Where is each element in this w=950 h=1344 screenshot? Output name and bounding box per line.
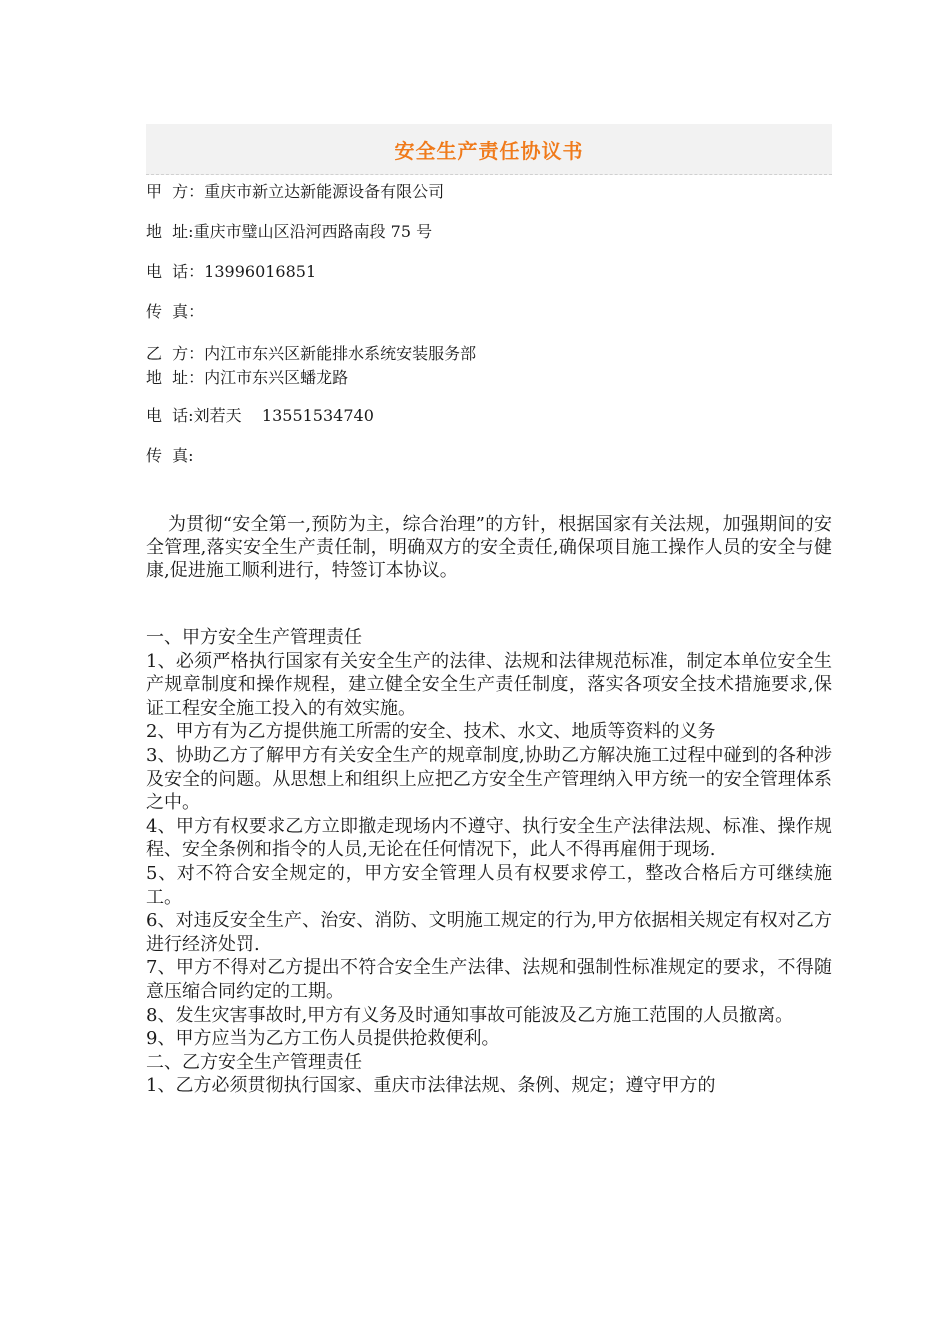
section-1-item: 3、协助乙方了解甲方有关安全生产的规章制度,协助乙方解决施工过程中碰到的各种涉及安全的问题。从思想上和组织上应把乙方安全生产管理纳入甲方统一的安全管理体系之中。 [146,744,832,814]
section-1-item: 2、甲方有为乙方提供施工所需的安全、技术、水文、地质等资料的义务 [146,721,716,743]
party-b-address: 地 址：内江市东兴区蟠龙路 [146,368,349,387]
intro-paragraph: 为贯彻“安全第一,预防为主，综合治理”的方针，根据国家有关法规，加强期间的安全管理,落实安全生产责任制，明确双方的安全责任,确保项目施工操作人员的安全与健康,促进施工顺利进行，特签订本协议。 [146,514,832,581]
party-a-fax: 传 真： [146,302,205,321]
section-1-item: 8、发生灾害事故时,甲方有义务及时通知事故可能波及乙方施工范围的人员撤离。 [146,1004,794,1026]
section-1-item: 6、对违反安全生产、治安、消防、文明施工规定的行为,甲方依据相关规定有权对乙方进行经济处罚. [146,910,832,955]
party-a-name: 甲 方：重庆市新立达新能源设备有限公司 [146,182,445,201]
party-b-phone: 电 话:刘若天 13551534740 [146,406,374,425]
section-2 [146,1051,832,1098]
party-b-name: 乙 方：内江市东兴区新能排水系统安装服务部 [146,344,477,363]
section-1-item: 9、甲方应当为乙方工伤人员提供抢救便利。 [146,1028,500,1050]
section-1-item: 4、甲方有权要求乙方立即撤走现场内不遵守、执行安全生产法律法规、标准、操作规程、安全条例和指令的人员,无论在任何情况下，此人不得再雇佣于现场. [146,815,832,861]
section-2-item: 1、乙方必须贯彻执行国家、重庆市法律法规、条例、规定；遵守甲方的 [146,1075,716,1097]
section-1 [146,626,832,1051]
section-1-item: 7、甲方不得对乙方提出不符合安全生产法律、法规和强制性标准规定的要求，不得随意压缩合同约定的工期。 [146,957,832,1002]
section-1-item: 5、对不符合安全规定的，甲方安全管理人员有权要求停工，整改合格后方可继续施工。 [146,862,832,908]
title-bar [146,124,832,175]
party-a-address: 地 址:重庆市璧山区沿河西路南段 75 号 [146,222,433,241]
party-b-fax: 传 真: [146,446,194,465]
document-title: 安全生产责任协议书 [394,138,584,163]
party-a-phone: 电 话：13996016851 [146,262,317,281]
section-1-item: 1、必须严格执行国家有关安全生产的法律、法规和法律规范标准，制定本单位安全生产规章制度和操作规程，建立健全安全生产责任制度，落实各项安全技术措施要求,保证工程安全施工投入的有效实施。 [146,650,832,719]
section-2-heading: 二、乙方安全生产管理责任 [146,1051,362,1073]
section-1-heading: 一、甲方安全生产管理责任 [146,627,362,648]
document-page [146,124,832,1098]
